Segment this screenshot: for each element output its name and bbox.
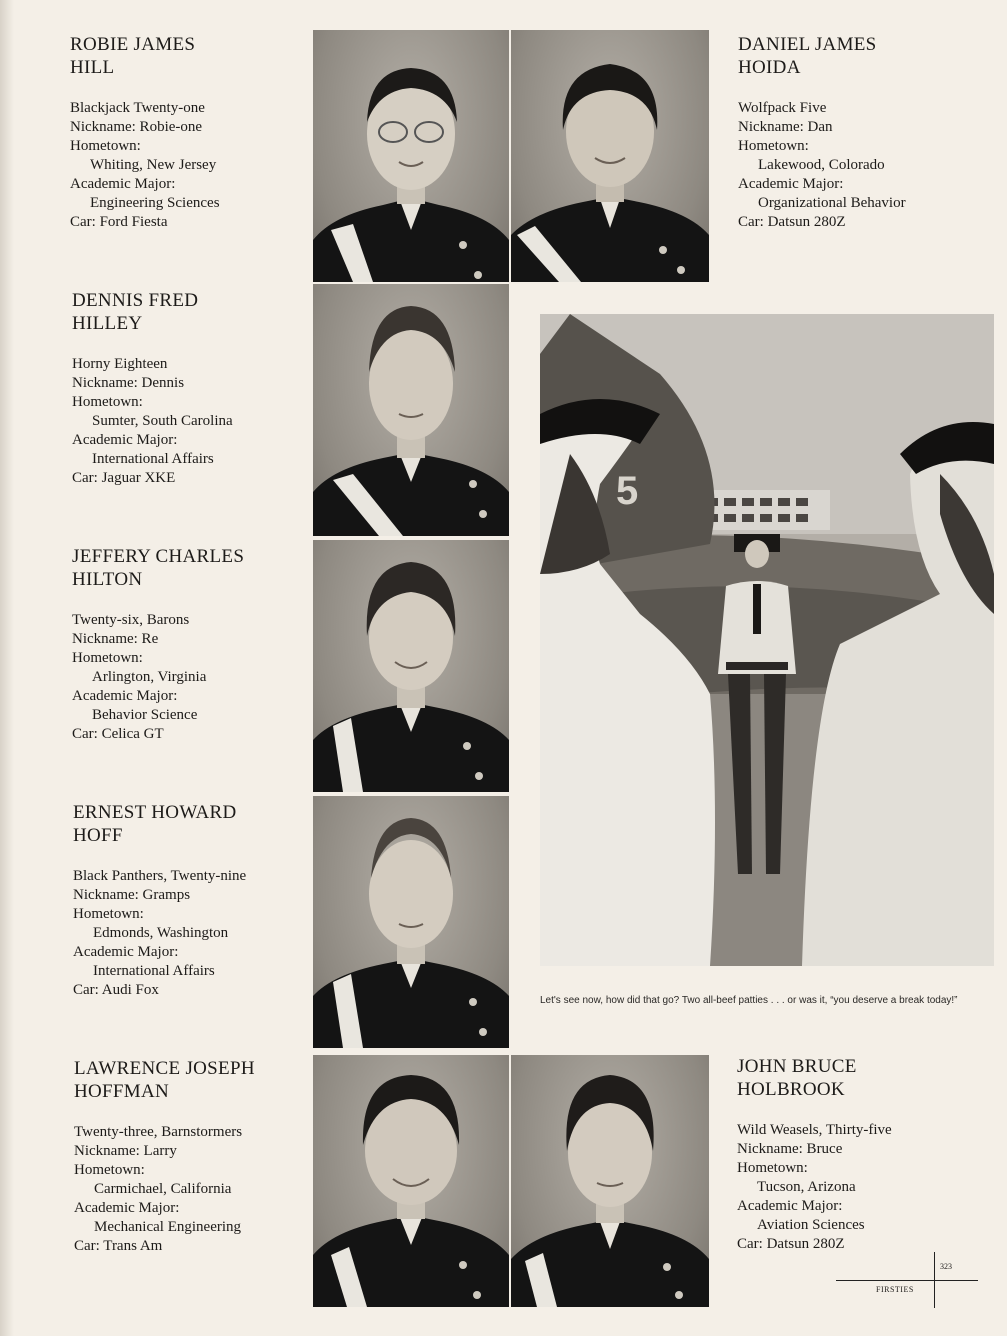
portrait-photo-hoffman — [313, 1055, 509, 1307]
hometown-label: Hometown: — [72, 650, 143, 666]
hometown: Arlington, Virginia — [92, 669, 207, 685]
footer-rule-vertical — [934, 1252, 935, 1308]
car: Car: Celica GT — [72, 726, 164, 742]
page-number: 323 — [940, 1262, 952, 1271]
squadron: Black Panthers, Twenty-nine — [73, 868, 247, 884]
nickname: Nickname: Robie-one — [70, 119, 203, 135]
major: International Affairs — [93, 963, 215, 979]
cadet-name: ERNEST HOWARD HOFF — [73, 802, 237, 846]
major-label: Academic Major: — [70, 176, 176, 192]
hometown: Edmonds, Washington — [93, 925, 229, 941]
hometown: Tucson, Arizona — [757, 1179, 856, 1195]
portrait-photo-hilton — [313, 540, 509, 792]
squadron: Twenty-six, Barons — [72, 612, 190, 628]
hometown: Whiting, New Jersey — [90, 157, 217, 173]
squadron: Wild Weasels, Thirty-five — [737, 1122, 892, 1138]
hometown-label: Hometown: — [74, 1162, 145, 1178]
hometown: Lakewood, Colorado — [758, 157, 885, 173]
portrait-photo-hoida — [511, 30, 709, 282]
major-label: Academic Major: — [73, 944, 179, 960]
nickname: Nickname: Larry — [74, 1143, 177, 1159]
cadet-bio-holbrook — [737, 1055, 892, 1254]
major-label: Academic Major: — [74, 1200, 180, 1216]
page-binding-shadow — [0, 0, 14, 1336]
photo-caption: Let's see now, how did that go? Two all-beef patties . . . or was it, “you deserve a break today!” — [540, 995, 958, 1006]
nickname: Nickname: Re — [72, 631, 159, 647]
hometown-label: Hometown: — [70, 138, 141, 154]
car: Car: Datsun 280Z — [737, 1236, 845, 1252]
cadet-name: DENNIS FRED HILLEY — [72, 290, 199, 334]
footer-rule-horizontal — [836, 1280, 978, 1281]
car: Car: Ford Fiesta — [70, 214, 168, 230]
car: Car: Trans Am — [74, 1238, 163, 1254]
car: Car: Datsun 280Z — [738, 214, 846, 230]
major: Behavior Science — [92, 707, 198, 723]
cadet-bio-hill — [70, 33, 220, 232]
major-label: Academic Major: — [737, 1198, 843, 1214]
cadet-bio-hoffman — [74, 1057, 255, 1256]
candid-photo-formation — [540, 314, 994, 966]
squadron: Blackjack Twenty-one — [70, 100, 205, 116]
hometown-label: Hometown: — [72, 394, 143, 410]
flag-number: 5 — [616, 469, 639, 513]
squadron: Wolfpack Five — [738, 100, 827, 116]
major-label: Academic Major: — [738, 176, 844, 192]
major: International Affairs — [92, 451, 214, 467]
portrait-photo-hoff — [313, 796, 509, 1048]
major-label: Academic Major: — [72, 432, 178, 448]
major: Aviation Sciences — [757, 1217, 865, 1233]
cadet-name: DANIEL JAMES HOIDA — [738, 34, 877, 78]
nickname: Nickname: Dan — [738, 119, 833, 135]
squadron: Horny Eighteen — [72, 356, 168, 372]
major: Mechanical Engineering — [94, 1219, 242, 1235]
cadet-bio-hilton — [72, 545, 244, 744]
hometown: Sumter, South Carolina — [92, 413, 233, 429]
cadet-bio-hoida — [738, 33, 906, 232]
car: Car: Audi Fox — [73, 982, 159, 998]
section-label: FIRSTIES — [876, 1285, 914, 1294]
cadet-bio-hoff — [73, 801, 246, 1000]
major-label: Academic Major: — [72, 688, 178, 704]
cadet-name: JEFFERY CHARLES HILTON — [72, 546, 245, 590]
hometown: Carmichael, California — [94, 1181, 232, 1197]
cadet-name: LAWRENCE JOSEPH HOFFMAN — [74, 1058, 255, 1102]
portrait-photo-holbrook — [511, 1055, 709, 1307]
portrait-photo-hill — [313, 30, 509, 282]
nickname: Nickname: Gramps — [73, 887, 191, 903]
major: Organizational Behavior — [758, 195, 906, 211]
nickname: Nickname: Bruce — [737, 1141, 843, 1157]
major: Engineering Sciences — [90, 195, 220, 211]
squadron: Twenty-three, Barnstormers — [74, 1124, 243, 1140]
nickname: Nickname: Dennis — [72, 375, 185, 391]
hometown-label: Hometown: — [73, 906, 144, 922]
hometown-label: Hometown: — [737, 1160, 808, 1176]
car: Car: Jaguar XKE — [72, 470, 176, 486]
cadet-bio-hilley — [72, 289, 233, 488]
hometown-label: Hometown: — [738, 138, 809, 154]
cadet-name: ROBIE JAMES HILL — [70, 34, 196, 78]
cadet-name: JOHN BRUCE HOLBROOK — [737, 1056, 857, 1100]
portrait-photo-hilley — [313, 284, 509, 536]
